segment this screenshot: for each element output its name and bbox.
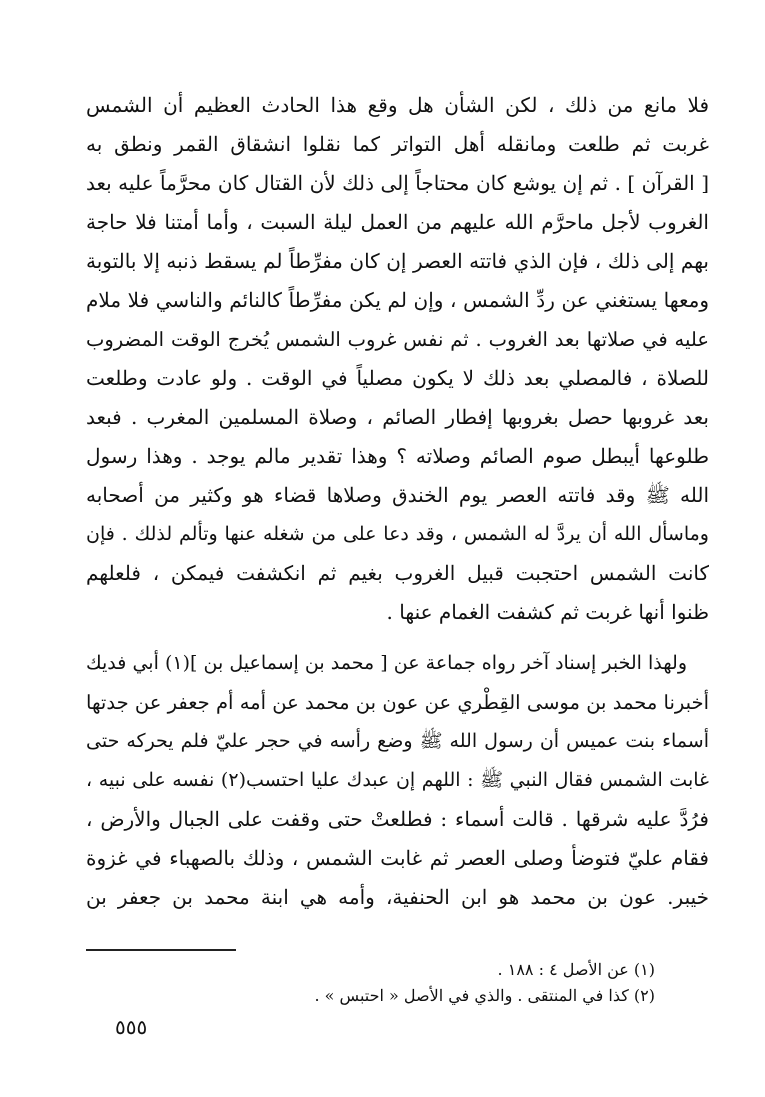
text-line: ظنوا أنها غربت ثم كشفت الغمام عنها . bbox=[386, 600, 709, 624]
paragraph-2 bbox=[86, 644, 709, 917]
text-line: الغروب لأجل ماحرَّم الله عليهم من العمل ليلة السبت ، وأما أمتنا فلا حاجة bbox=[86, 210, 709, 234]
text-line: فرُدَّ عليه شرقها . قالت أسماء : فطلعتْ حتى وقفت على الجبال والأرض ، bbox=[86, 807, 709, 831]
text-line: أخبرنا محمد بن موسى القِطْري عن عون بن محمد عن أمه أم جعفر عن جدتها bbox=[86, 691, 709, 714]
paragraph-1 bbox=[86, 86, 709, 632]
text-line: للصلاة ، فالمصلي بعد ذلك لا يكون مصلياً في الوقت . ولو عادت وطلعت bbox=[86, 366, 709, 390]
text-line: [ القرآن ] . ثم إن يوشع كان محتاجاً إلى ذلك لأن القتال كان محرَّماً عليه بعد bbox=[86, 171, 709, 195]
text-line: غربت ثم طلعت ومانقله أهل التواتر كما نقلوا انشقاق القمر ونطق به bbox=[86, 132, 709, 156]
text-line: خيبر. عون بن محمد هو ابن الحنفية، وأمه هي ابنة محمد بن جعفر بن bbox=[86, 885, 709, 909]
footnote-separator bbox=[86, 949, 236, 951]
text-line: فلا مانع من ذلك ، لكن الشأن هل وقع هذا الحادث العظيم أن الشمس bbox=[86, 93, 709, 117]
text-line: عليه في صلاتها بعد الغروب . ثم نفس غروب الشمس يُخرج الوقت المضروب bbox=[86, 328, 709, 351]
text-line: غابت الشمس فقال النبي ﷺ : اللهم إن عبدك عليا احتسب(٢) نفسه على نبيه ، bbox=[86, 769, 709, 791]
main-text bbox=[86, 86, 709, 917]
text-line: أسماء بنت عميس أن رسول الله ﷺ وضع رأسه في حجر عليّ فلم يحركه حتى bbox=[86, 730, 709, 752]
text-line: الله ﷺ وقد فاتته العصر يوم الخندق وصلاها قضاء هو وكثير من أصحابه bbox=[86, 483, 709, 507]
text-line: بعد غروبها حصل بغروبها إفطار الصائم ، وصلاة المسلمين المغرب . فبعد bbox=[86, 405, 709, 429]
footnote-1: (١) عن الأصل ٤ : ١٨٨ . bbox=[497, 960, 655, 979]
paragraph-gap bbox=[86, 632, 709, 644]
text-line: كانت الشمس احتجبت قبيل الغروب بغيم ثم انكشفت فيمكن ، فلعلهم bbox=[86, 561, 709, 585]
text-line: ولهذا الخبر إسناد آخر رواه جماعة عن [ محمد بن إسماعيل بن ](١) أبي فديك bbox=[86, 652, 687, 674]
text-line: طلوعها أيبطل صوم الصائم وصلاته ؟ وهذا تقدير مالم يوجد . وهذا رسول bbox=[86, 444, 709, 468]
footnotes bbox=[275, 957, 655, 1009]
text-line: ومعها يستغني عن ردِّ الشمس ، وإن لم يكن مفرِّطاً كالنائم والناسي فلا ملام bbox=[86, 288, 709, 312]
text-line: فقام عليّ فتوضأ وصلى العصر ثم غابت الشمس ، وذلك بالصهباء في غزوة bbox=[86, 846, 709, 870]
page-number: ٥٥٥ bbox=[115, 1015, 148, 1039]
footnote-2: (٢) كذا في المنتقى . والذي في الأصل « احتبس » . bbox=[314, 986, 655, 1005]
text-line: وماسأل الله أن يردَّ له الشمس ، وقد دعا على من شغله عنها وتألم لذلك . فإن bbox=[86, 523, 709, 545]
text-line: بهم إلى ذلك ، فإن الذي فاتته العصر إن كان مفرِّطاً لم يسقط ذنبه إلا بالتوبة bbox=[86, 249, 709, 273]
